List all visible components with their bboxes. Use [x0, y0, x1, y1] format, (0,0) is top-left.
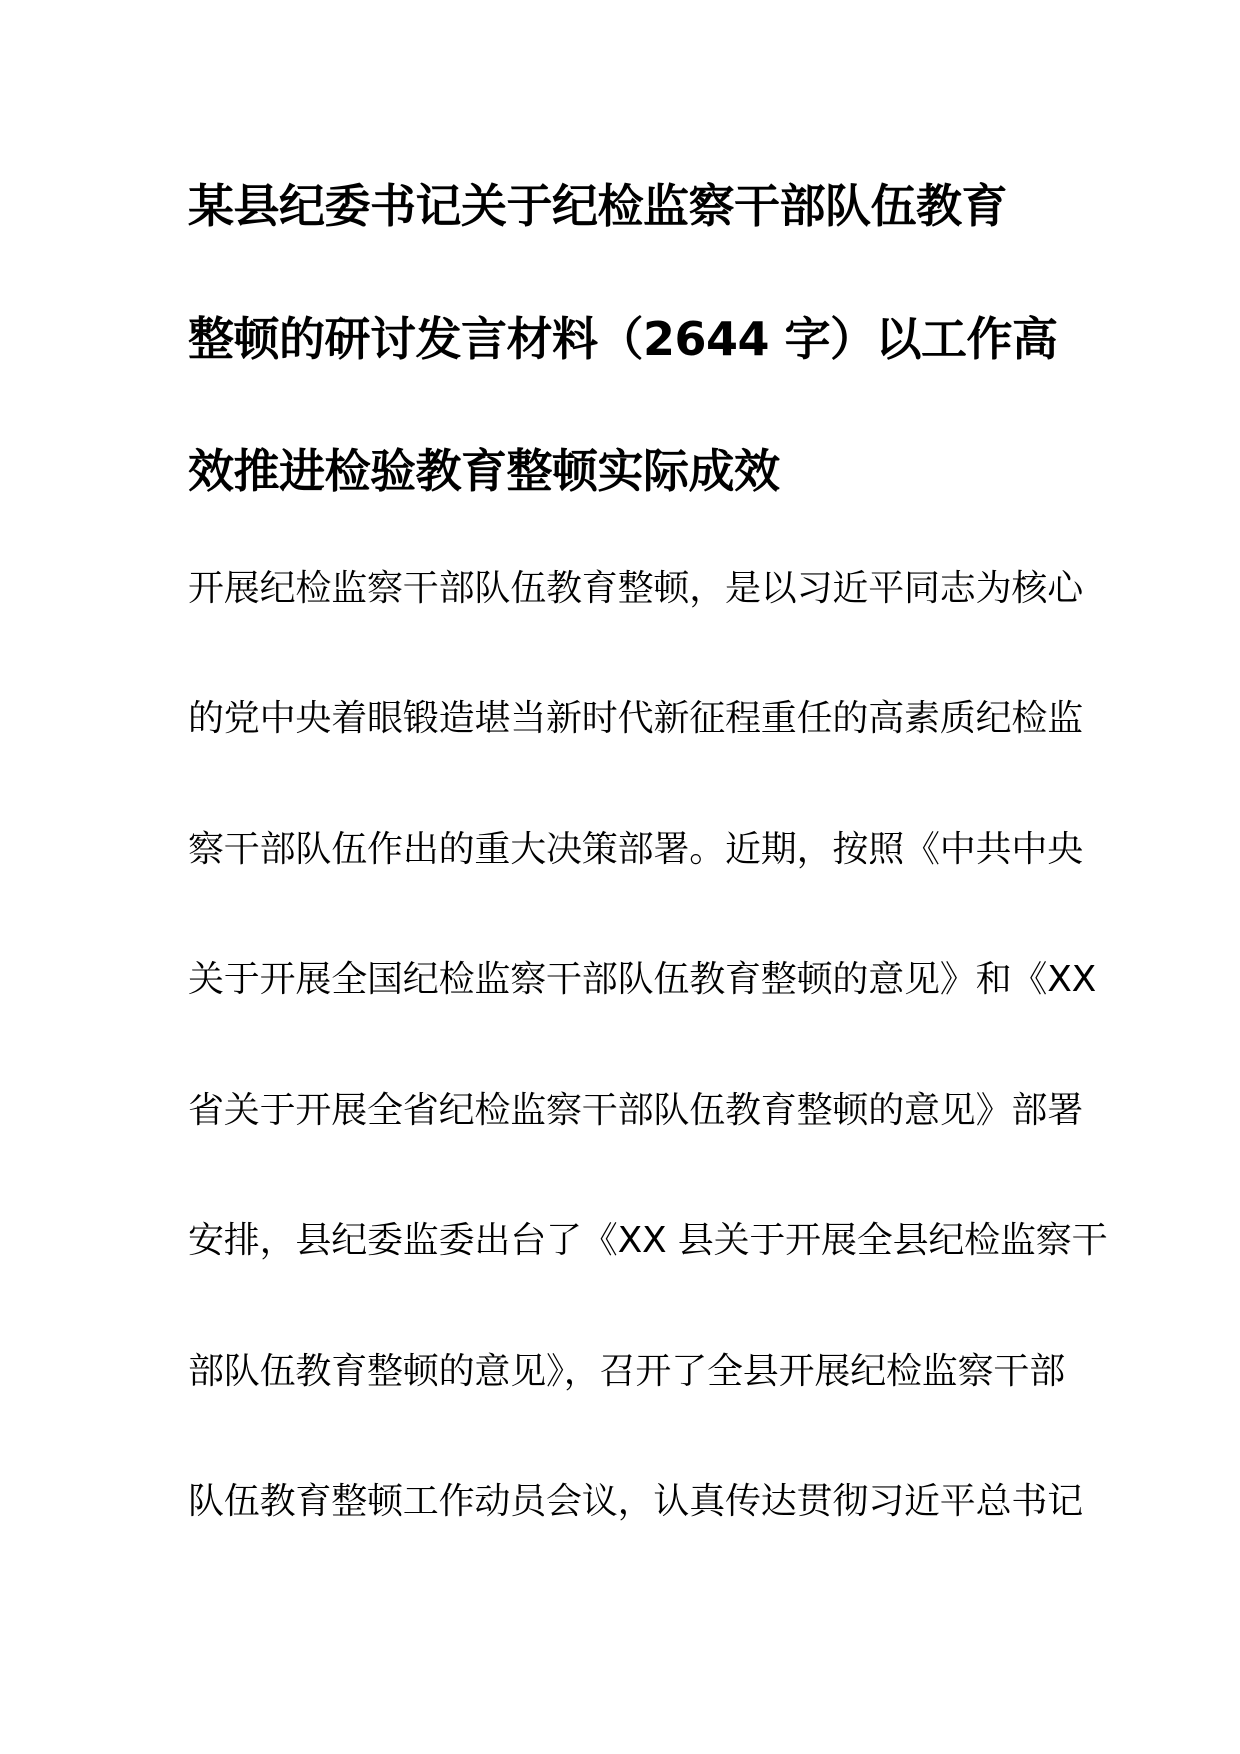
body-text-line-4: 关于开展全国纪检监察干部队伍教育整顿的意见》和《XX	[188, 959, 1097, 1000]
document-title-line-2: 整顿的研讨发言材料（2644 字）以工作高	[188, 312, 1058, 366]
body-text-line-5: 省关于开展全省纪检监察干部队伍教育整顿的意见》部署	[188, 1090, 1084, 1131]
body-text-line-1: 开展纪检监察干部队伍教育整顿，是以习近平同志为核心	[188, 568, 1084, 609]
body-text-line-2: 的党中央着眼锻造堪当新时代新征程重任的高素质纪检监	[188, 698, 1084, 739]
document-title-line-3: 效推进检验教育整顿实际成效	[188, 444, 780, 498]
document-title-line-1: 某县纪委书记关于纪检监察干部队伍教育	[188, 179, 1007, 233]
body-text-line-3: 察干部队伍作出的重大决策部署。近期，按照《中共中央	[188, 829, 1084, 870]
body-text-line-8: 队伍教育整顿工作动员会议，认真传达贯彻习近平总书记	[188, 1481, 1084, 1522]
body-text-line-6: 安排，县纪委监委出台了《XX 县关于开展全县纪检监察干	[188, 1220, 1108, 1261]
body-text-line-7: 部队伍教育整顿的意见》，召开了全县开展纪检监察干部	[188, 1351, 1066, 1392]
